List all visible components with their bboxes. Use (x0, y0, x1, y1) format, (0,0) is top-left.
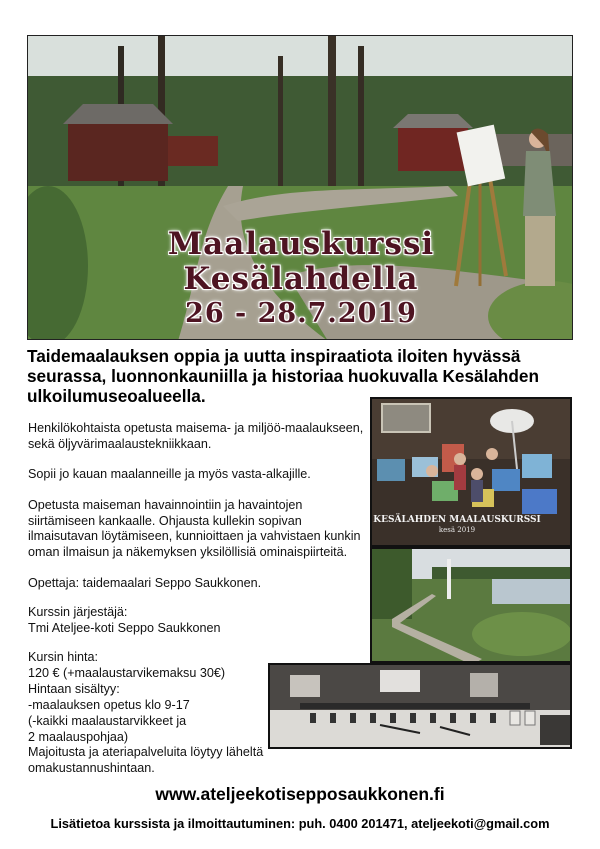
contact-info: Lisätietoa kurssista ja ilmoittautuminen: puh. 0400 201471, ateljeekoti@gmail.com (50, 816, 550, 831)
paragraph-method: Opetusta maiseman havainnointiin ja havaintojen siirtämiseen kankaalle. Ohjausta kullekin sopivan ilmaisutavan löytämiseen, kunnioittaen ja vahvistaen kunkin oman ilmaisun ja näkemyksen yksilöllisiä ominaispiirteitä. (28, 498, 361, 559)
paragraph-suitability: Sopii jo kauan maalanneille ja myös vasta-alkajille. (28, 467, 311, 481)
website-link[interactable]: www.ateljeekotisepposaukkonen.fi (155, 784, 445, 804)
organizer-name: Tmi Ateljee-koti Seppo Saukkonen (28, 621, 221, 635)
lake-photo (370, 547, 572, 663)
includes-item-2: (-kaikki maalaustarvikkeet ja (28, 714, 187, 728)
includes-item-3: 2 maalauspohjaa) (28, 730, 129, 744)
supplies-scene (270, 665, 572, 749)
supplies-photo (268, 663, 572, 749)
hero-photo (27, 35, 573, 340)
group-photo (370, 397, 572, 547)
price-value: 120 € (+maalaustarvikemaksu 30€) (28, 666, 226, 680)
organizer-label: Kurssin järjestäjä: (28, 605, 128, 619)
paragraph-teaching: Henkilökohtaista opetusta maisema- ja miljöö-maalaukseen, sekä öljyvärimaalaustekniikkaan. (28, 421, 364, 451)
teacher-line: Opettaja: taidemaalari Seppo Saukkonen. (28, 576, 262, 590)
group-photo-year: kesä 2019 (438, 526, 476, 534)
intro-text: Taidemaalauksen oppia ja uutta inspiraatiota iloiten hyvässä seurassa, luonnonkauniilla ja historiaa huokuvalla Kesälahden ulkoilumuseoalueella. (27, 346, 539, 406)
course-dates: 26 - 28.7.2019 (185, 298, 417, 329)
lodging-note: Majoitusta ja ateriapalveluita löytyy läheltä omakustannushintaan. (28, 745, 264, 775)
includes-item-1: -maalauksen opetus klo 9-17 (28, 698, 190, 712)
course-title: Maalauskurssi (167, 226, 435, 262)
course-location: Kesälahdella (183, 261, 419, 297)
lake-scene (372, 549, 572, 663)
group-photo-caption: KESÄLAHDEN MAALAUSKURSSI (373, 515, 541, 525)
includes-label: Hintaan sisältyy: (28, 682, 120, 696)
price-label: Kursin hinta: (28, 650, 99, 664)
